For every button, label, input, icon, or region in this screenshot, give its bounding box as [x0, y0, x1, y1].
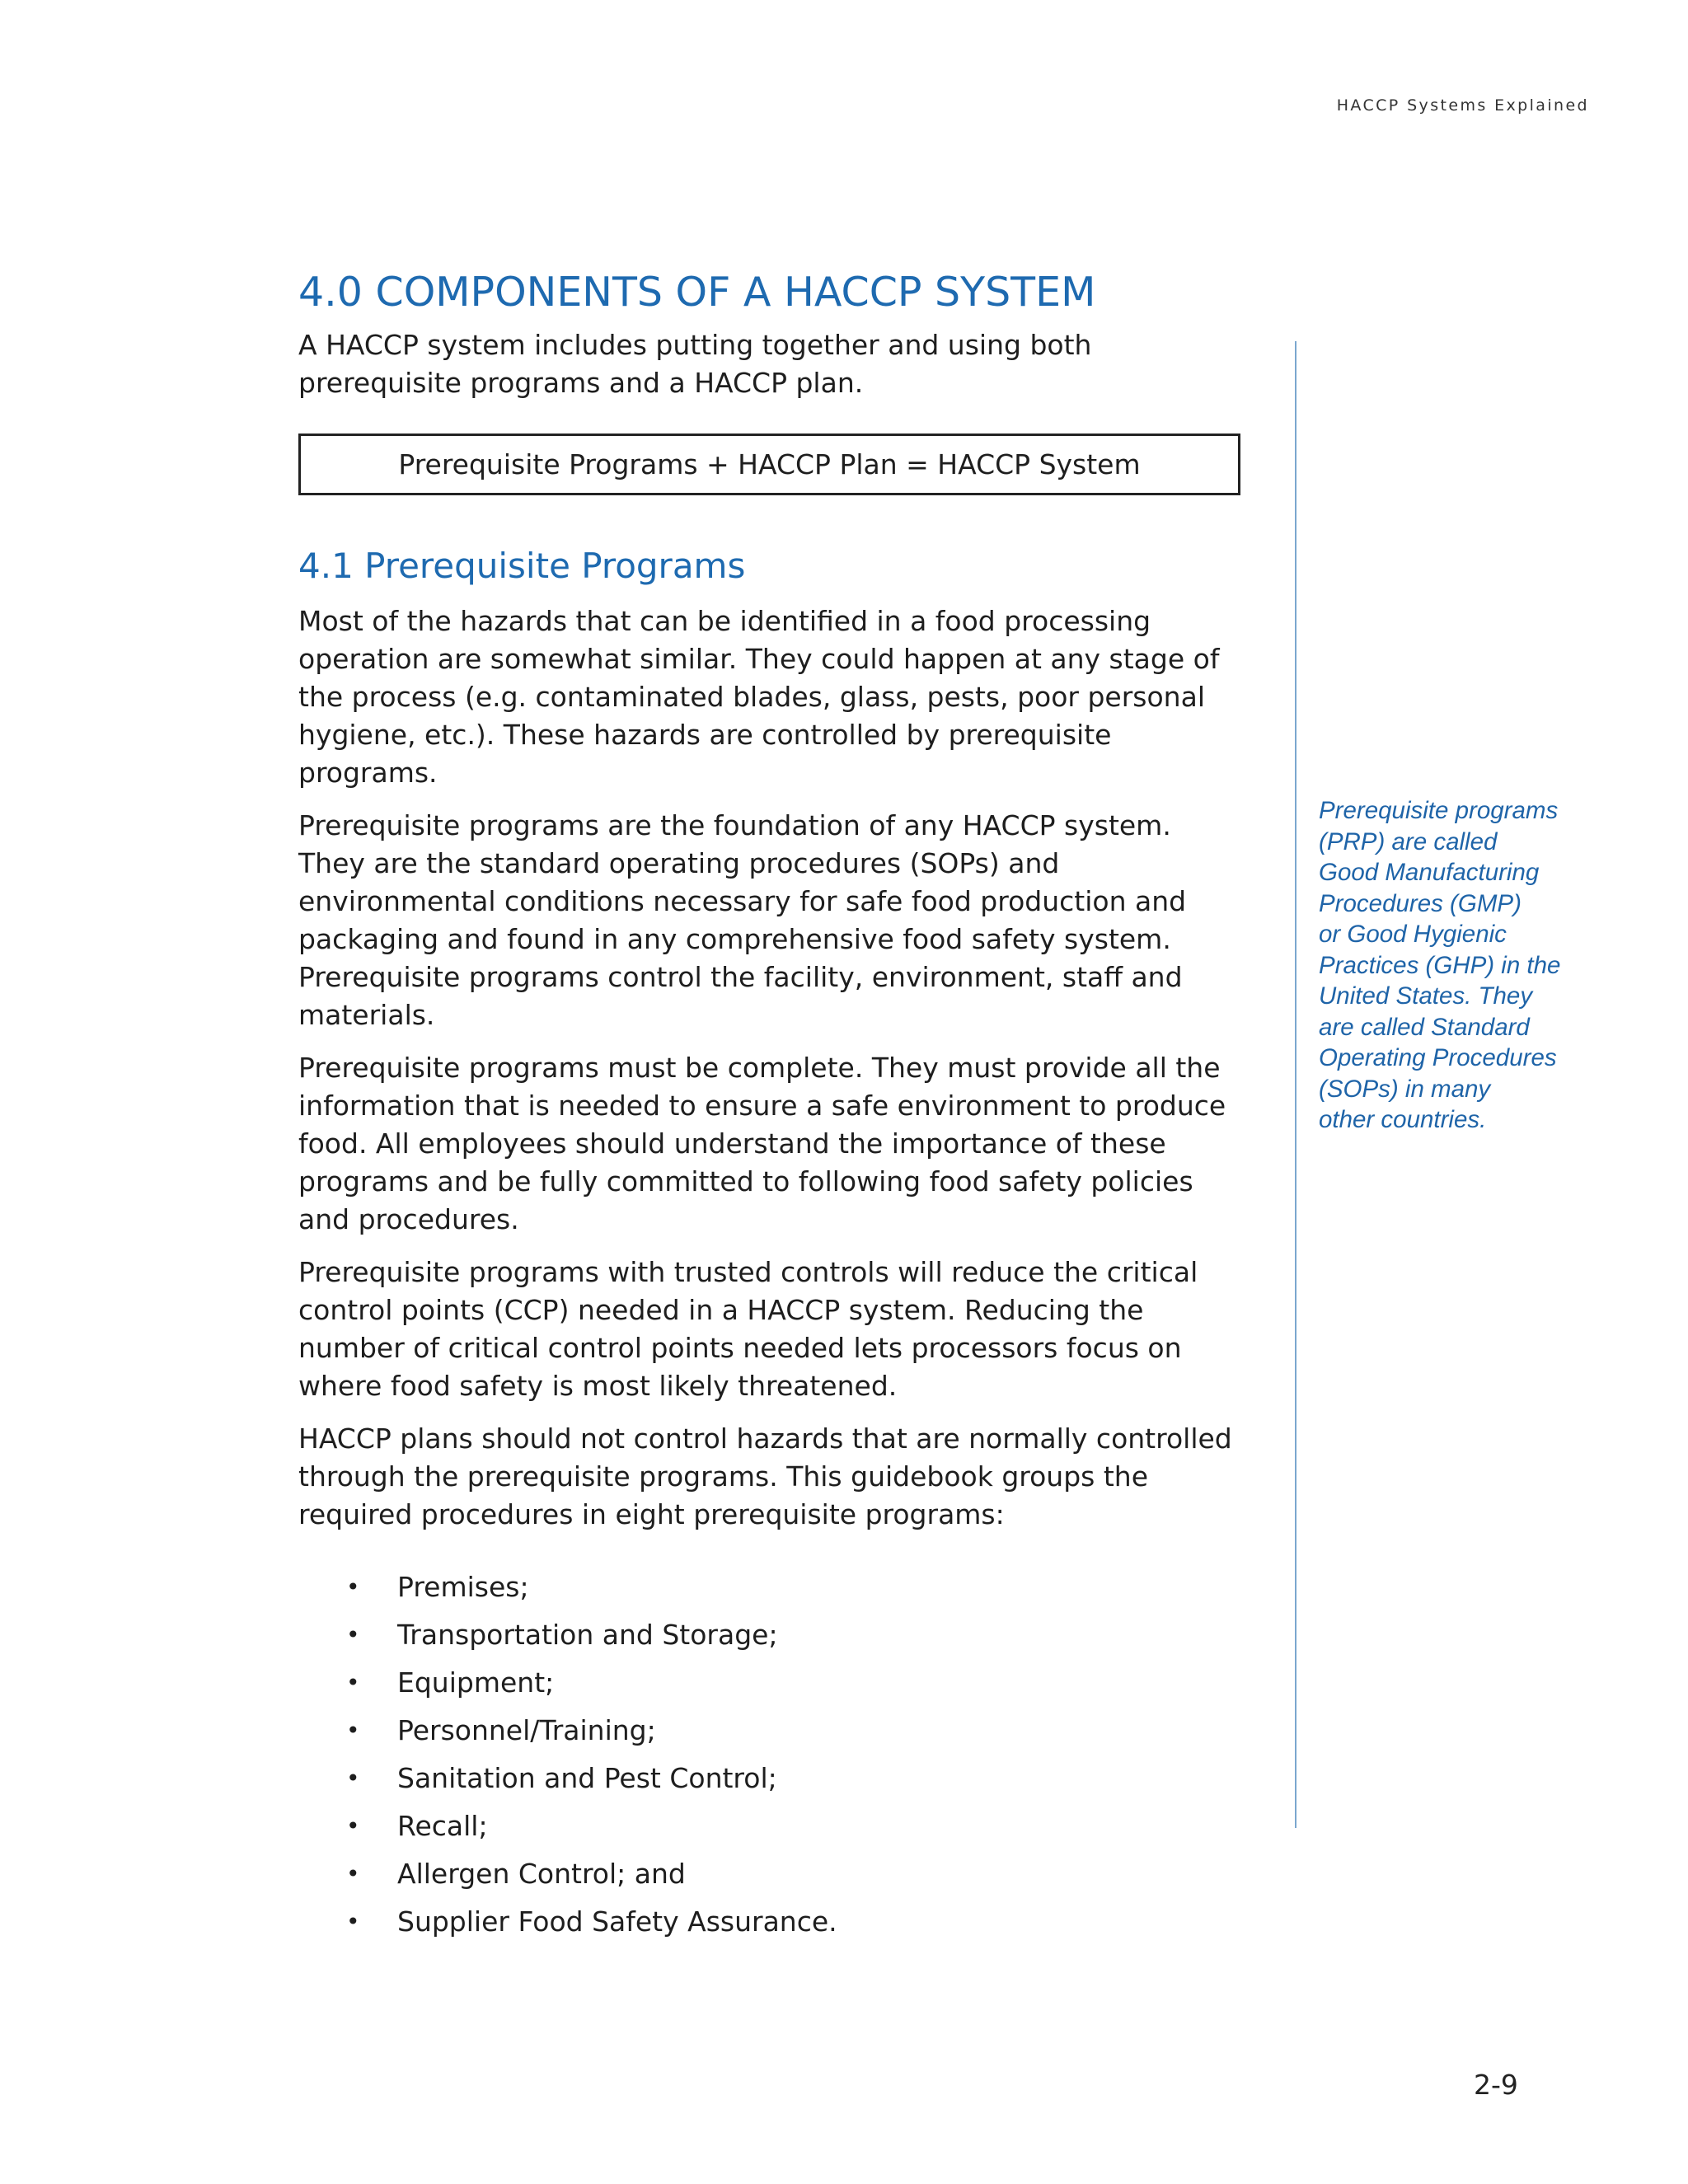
sidenote-line: Good Manufacturing [1319, 859, 1540, 886]
sidenote-line: are called Standard [1319, 1013, 1530, 1041]
sidenote-line: United States. They [1319, 982, 1533, 1010]
section-title: 4.0 COMPONENTS OF A HACCP SYSTEM [298, 269, 1096, 316]
list-item-text: Recall; [397, 1810, 488, 1842]
list-item [346, 1611, 1246, 1659]
list-item [346, 1755, 1246, 1802]
list-item [346, 1850, 1246, 1898]
sidenote-line: other countries. [1319, 1106, 1487, 1133]
list-item-text: Premises; [397, 1571, 529, 1603]
sidenote [1319, 795, 1591, 1136]
bullet-icon: • [346, 1908, 360, 1935]
list-item-text: Personnel/Training; [397, 1714, 656, 1746]
sidenote-line: Practices (GHP) in the [1319, 951, 1561, 979]
page-number: 2-9 [1474, 2069, 1518, 2101]
bullet-icon: • [346, 1765, 360, 1792]
bullet-icon: • [346, 1717, 360, 1744]
main-content [298, 264, 1246, 1946]
list-item [346, 1659, 1246, 1707]
sidenote-line: Prerequisite programs [1319, 797, 1559, 824]
list-item-text: Sanitation and Pest Control; [397, 1762, 777, 1794]
list-item-text: Allergen Control; and [397, 1858, 686, 1890]
intro-paragraph: A HACCP system includes putting together and using both prerequisite programs and a HACCP plan. [298, 329, 1092, 399]
bullet-icon: • [346, 1860, 360, 1887]
list-item [346, 1563, 1246, 1611]
list-item [346, 1802, 1246, 1850]
paragraph-foundation: Prerequisite programs are the foundation of any HACCP system. They are the standard operating procedures (SOPs) and environmental conditions necessary for safe food production and packaging and found in any comprehensive food safety system. Prerequisite programs control the facility, environment, staff and materials. [298, 809, 1187, 1031]
paragraph-hazards: Most of the hazards that can be identified in a food processing operation are somewhat similar. They could happen at any stage of the process (e.g. contaminated blades, glass, pests, poor personal hygiene, etc.). These hazards are controlled by prerequisite programs. [298, 605, 1220, 789]
sidenote-line: (PRP) are called [1319, 827, 1498, 855]
bullet-icon: • [346, 1812, 360, 1840]
paragraph-haccp-plans: HACCP plans should not control hazards that are normally controlled through the prerequisite programs. This guidebook groups the required procedures in eight prerequisite programs: [298, 1422, 1232, 1530]
prerequisite-programs-list [298, 1563, 1246, 1946]
list-item-text: Transportation and Storage; [397, 1619, 778, 1651]
list-item-text: Equipment; [397, 1666, 555, 1699]
subsection-title: 4.1 Prerequisite Programs [298, 546, 746, 586]
sidenote-line: Operating Procedures [1319, 1044, 1557, 1071]
bullet-icon: • [346, 1573, 360, 1601]
sidenote-line: Procedures (GMP) [1319, 889, 1522, 917]
list-item [346, 1707, 1246, 1755]
sidebar-divider [1295, 341, 1296, 1828]
paragraph-complete: Prerequisite programs must be complete. They must provide all the information that is needed to ensure a safe environment to produce food. All employees should understand the importance of these programs and be fully committed to following food safety policies and procedures. [298, 1052, 1226, 1235]
sidenote-line: (SOPs) in many [1319, 1075, 1491, 1103]
running-header: HACCP Systems Explained [1336, 96, 1589, 115]
formula-box: Prerequisite Programs + HACCP Plan = HACCP System [298, 434, 1240, 495]
paragraph-ccp: Prerequisite programs with trusted controls will reduce the critical control points (CCP) needed in a HACCP system. Reducing the number of critical control points needed lets processors focus on where food safety is most likely threatened. [298, 1256, 1198, 1402]
bullet-icon: • [346, 1669, 360, 1696]
sidenote-line: or Good Hygienic [1319, 921, 1507, 948]
bullet-icon: • [346, 1621, 360, 1648]
list-item-text: Supplier Food Safety Assurance. [397, 1905, 837, 1938]
list-item [346, 1898, 1246, 1946]
